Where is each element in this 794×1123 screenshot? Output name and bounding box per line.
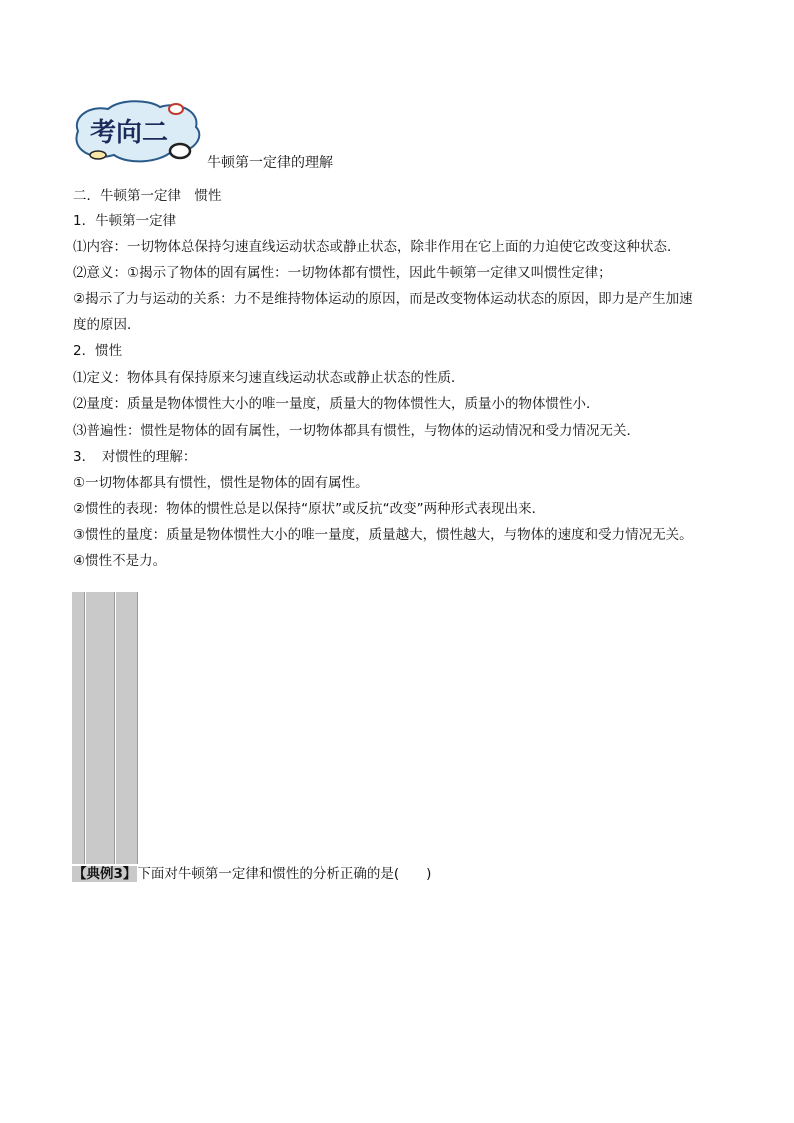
paragraph-line: ⑵意义：①揭示了物体的固有属性：一切物体都有惯性，因此牛顿第一定律又叫惯性定律； — [73, 265, 612, 281]
topic-badge — [68, 97, 208, 169]
subsection-heading: 3． 对惯性的理解： — [73, 449, 197, 465]
gray-bar — [86, 592, 115, 864]
decorative-bars — [72, 592, 142, 864]
paragraph-line: ⑵量度：质量是物体惯性大小的唯一量度，质量大的物体惯性大，质量小的物体惯性小． — [73, 396, 600, 412]
paragraph-line: 度的原因． — [73, 317, 141, 333]
paragraph-line: ②惯性的表现：物体的惯性总是以保持“原状”或反抗“改变”两种形式表现出来． — [73, 501, 546, 517]
paragraph-line: ②揭示了力与运动的关系：力不是维持物体运动的原因，而是改变物体运动状态的原因，即力是产生加速 — [73, 291, 693, 307]
paragraph-line: ③惯性的量度：质量是物体惯性大小的唯一量度，质量越大，惯性越大，与物体的速度和受力情况无关。 — [73, 527, 693, 543]
example-question — [72, 864, 431, 884]
badge-text: 考向二 — [90, 118, 169, 148]
paragraph-line: ⑴内容：一切物体总保持匀速直线运动状态或静止状态，除非作用在它上面的力迫使它改变这种状态． — [73, 239, 681, 255]
paragraph-line: ⑴定义：物体具有保持原来匀速直线运动状态或静止状态的性质． — [73, 370, 465, 386]
paragraph-line: ①一切物体都具有惯性，惯性是物体的固有属性。 — [73, 475, 369, 491]
gray-bar — [72, 592, 85, 864]
example-text: 下面对牛顿第一定律和惯性的分析正确的是( ) — [137, 866, 432, 882]
topic-title: 牛顿第一定律的理解 — [207, 155, 333, 171]
example-tag: 【典例3】 — [73, 866, 137, 882]
badge-cloud-icon — [68, 97, 208, 169]
subsection-heading: 1．牛顿第一定律 — [73, 213, 177, 229]
paragraph-line: ⑶普遍性：惯性是物体的固有属性，一切物体都具有惯性，与物体的运动情况和受力情况无关． — [73, 423, 640, 439]
section-heading: 二．牛顿第一定律 惯性 — [73, 188, 222, 204]
paragraph-line: ④惯性不是力。 — [73, 553, 167, 569]
subsection-heading: 2．惯性 — [73, 343, 123, 359]
gray-bar — [116, 592, 138, 864]
